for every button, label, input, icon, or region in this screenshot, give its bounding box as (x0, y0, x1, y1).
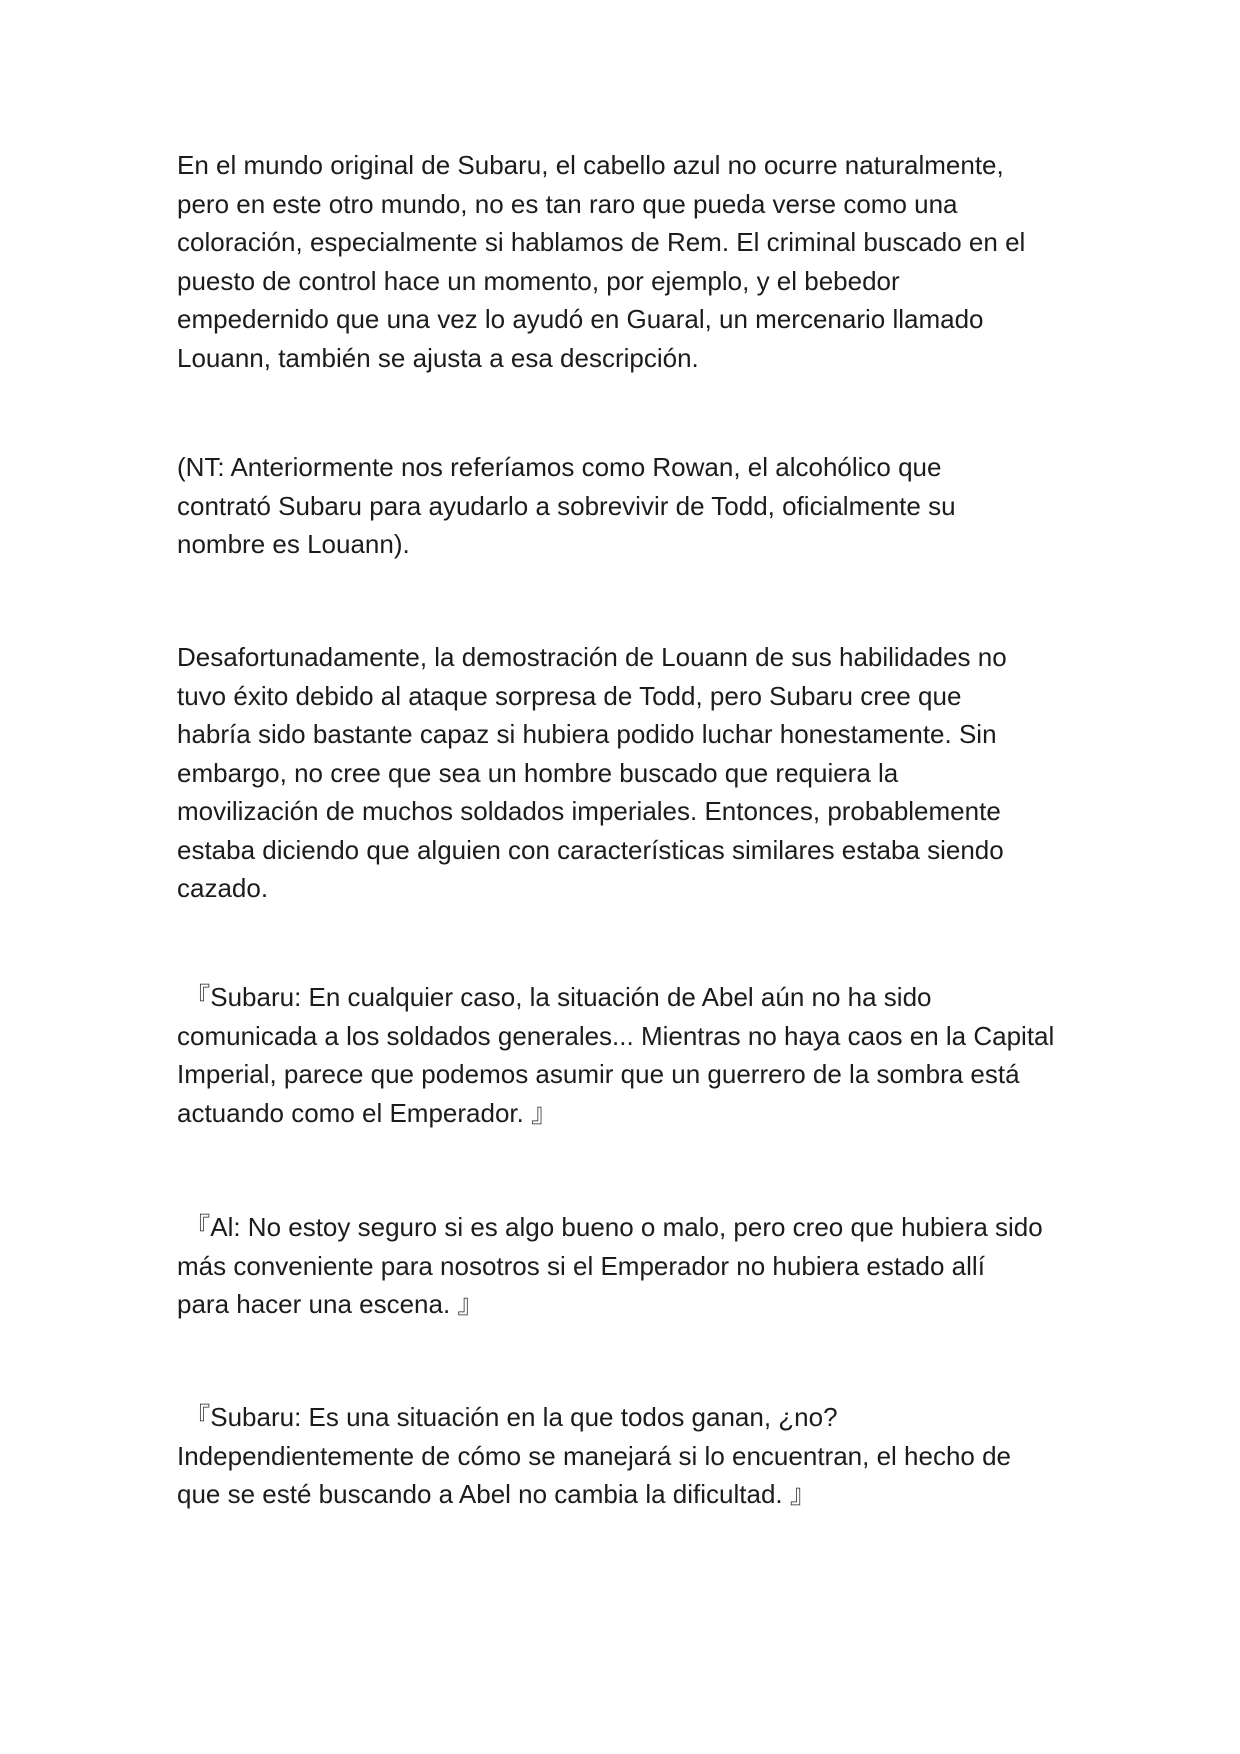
text-line: Imperial, parece que podemos asumir que un guerrero de la sombra está (177, 1059, 1020, 1089)
text-line: 『Subaru: Es una situación en la que todos ganan, ¿no? (177, 1402, 838, 1432)
text-line: coloración, especialmente si hablamos de Rem. El criminal buscado en el (177, 227, 1026, 257)
text-line: tuvo éxito debido al ataque sorpresa de Todd, pero Subaru cree que (177, 680, 962, 711)
text-line: empedernido que una vez lo ayudó en Guaral, un mercenario llamado (177, 304, 984, 334)
text-line: estaba diciendo que alguien con características similares estaba siendo (177, 834, 1004, 865)
text-line: comunicada a los soldados generales... Mientras no haya caos en la Capital (177, 1020, 1055, 1051)
text-line: que se esté buscando a Abel no cambia la dificultad. 』 (177, 1479, 816, 1509)
text-line: habría sido bastante capaz si hubiera podido luchar honestamente. Sin (177, 719, 997, 749)
dialogue-al-emperor (177, 1208, 1097, 1324)
dialogue-subaru-situation (177, 1398, 1097, 1514)
text-line: Independientemente de cómo se manejará si lo encuentran, el hecho de (177, 1440, 1012, 1471)
paragraph-louann-skills (177, 638, 1097, 908)
text-line: pero en este otro mundo, no es tan raro que pueda verse como una (177, 188, 958, 219)
text-line: puesto de control hace un momento, por ejemplo, y el bebedor (177, 265, 900, 296)
paragraph-translator-note (177, 448, 1097, 564)
text-line: embargo, no cree que sea un hombre buscado que requiera la (177, 757, 899, 788)
text-line: Louann, también se ajusta a esa descripción. (177, 342, 699, 373)
text-line: (NT: Anteriormente nos referíamos como Rowan, el alcohólico que (177, 452, 942, 482)
text-line: movilización de muchos soldados imperiales. Entonces, probablemente (177, 796, 1001, 826)
text-line: contrató Subaru para ayudarlo a sobrevivir de Todd, oficialmente su (177, 490, 956, 521)
text-line: nombre es Louann). (177, 529, 410, 559)
dialogue-subaru-abel (177, 978, 1097, 1132)
text-line: En el mundo original de Subaru, el cabello azul no ocurre naturalmente, (177, 150, 1004, 180)
text-line: más conveniente para nosotros si el Emperador no hubiera estado allí (177, 1250, 985, 1281)
text-line: cazado. (177, 873, 269, 903)
text-line: 『Al: No estoy seguro si es algo bueno o malo, pero creo que hubiera sido (177, 1212, 1043, 1242)
paragraph-subaru-world (177, 146, 1097, 377)
text-line: para hacer una escena. 』 (177, 1289, 484, 1319)
text-line: 『Subaru: En cualquier caso, la situación de Abel aún no ha sido (177, 982, 932, 1012)
text-line: Desafortunadamente, la demostración de Louann de sus habilidades no (177, 642, 1007, 672)
text-line: actuando como el Emperador. 』 (177, 1097, 558, 1128)
